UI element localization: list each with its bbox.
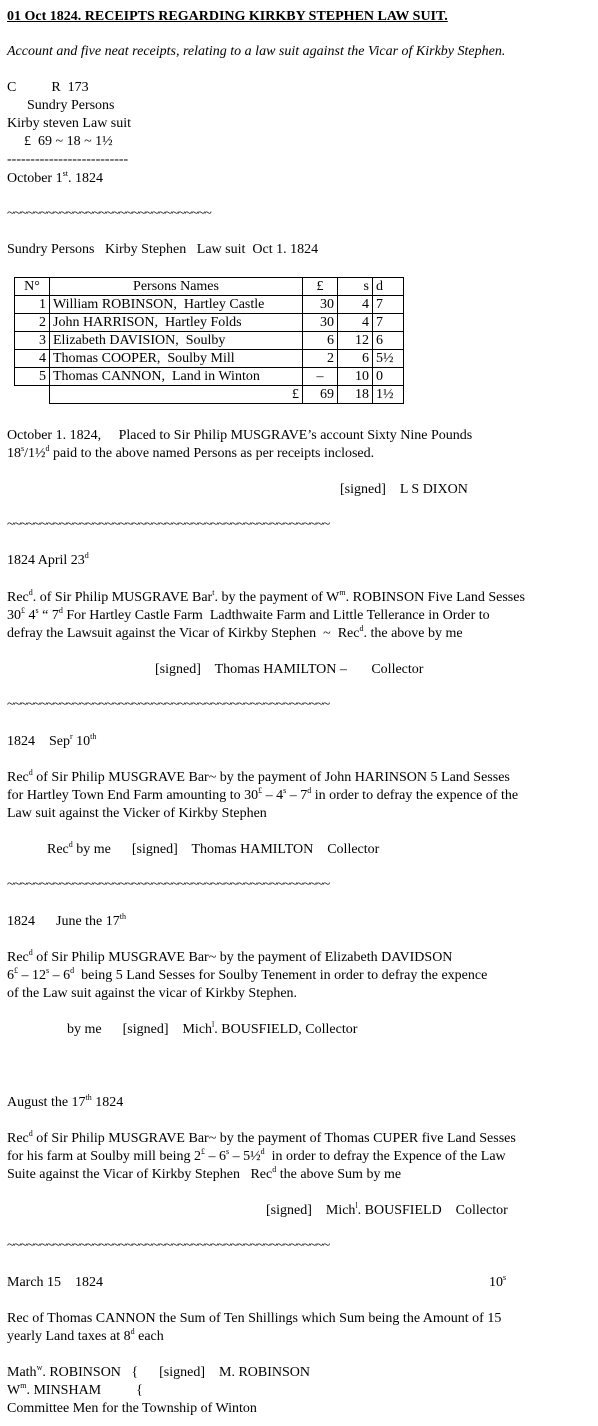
receipt2-line-1: Rec$^d$ of Sir Philip MUSGRAVE Bar~ by the payment of John HARINSON 5 Land Sesses bbox=[7, 768, 510, 785]
row-person: Thomas CANNON, Land in Winton bbox=[50, 368, 303, 386]
row-pence: 5½ bbox=[373, 350, 404, 368]
row-pounds: 30 bbox=[303, 314, 338, 332]
total-currency: £ bbox=[50, 386, 303, 404]
docket-rule: -------------------------- bbox=[7, 152, 129, 167]
row-number: 5 bbox=[15, 368, 50, 386]
receipt5-date: March 15 1824 bbox=[7, 1275, 104, 1290]
header-pounds: £ bbox=[303, 278, 338, 296]
account-heading: Sundry Persons Kirby Stephen Law suit Oct 1. 1824 bbox=[7, 242, 319, 257]
receipt2-signature: Rec$^d$ by me [signed] Thomas HAMILTON Collector bbox=[47, 840, 380, 857]
row-shillings: 12 bbox=[338, 332, 373, 350]
dixon-signature: [signed] L S DIXON bbox=[340, 482, 468, 497]
docket-line-3: Kirby steven Law suit bbox=[7, 116, 132, 131]
receipt4-line-3: Suite against the Vicar of Kirkby Stephen Rec$^d$ the above Sum by me bbox=[7, 1165, 402, 1182]
receipt3-line-2: 6£ – 12$^s$ – 6$^d$ being 5 Land Sesses for Soulby Tenement in order to defray the expence bbox=[7, 966, 488, 983]
table-row bbox=[15, 332, 404, 350]
document-title: 01 Oct 1824. RECEIPTS REGARDING KIRKBY STEPHEN LAW SUIT. bbox=[7, 9, 448, 24]
account-note-line-1: October 1. 1824, Placed to Sir Philip MUSGRAVE’s account Sixty Nine Pounds bbox=[7, 428, 473, 443]
receipt2-line-2: for Hartley Town End Farm amounting to 30£ – 4$^s$ – 7$^d$ in order to defray the expence of the bbox=[7, 786, 519, 803]
row-pence: 7 bbox=[373, 296, 404, 314]
receipt5-committee: Committee Men for the Township of Winton bbox=[7, 1401, 257, 1416]
receipt3-line-3: of the Law suit against the vicar of Kirkby Stephen. bbox=[7, 986, 298, 1001]
divider-3: ~~~~~~~~~~~~~~~~~~~~~~~~~~~~~~~~~~~~~~~~~~~~~~~~~ bbox=[7, 877, 330, 892]
row-number: 3 bbox=[15, 332, 50, 350]
receipt1-line-2: 30£ 4$^s$ “ 7$^d$ For Hartley Castle Farm Ladthwaite Farm and Little Tellerance in Order to bbox=[7, 606, 490, 623]
receipt5-line-2: yearly Land taxes at 8$^d$ each bbox=[7, 1327, 164, 1344]
receipt1-line-3: defray the Lawsuit against the Vicar of Kirkby Stephen ~ Rec$^d$. the above by me bbox=[7, 624, 463, 641]
total-pence: 1½ bbox=[373, 386, 404, 404]
row-shillings: 10 bbox=[338, 368, 373, 386]
row-person: William ROBINSON, Hartley Castle bbox=[50, 296, 303, 314]
row-number: 4 bbox=[15, 350, 50, 368]
row-pounds: 6 bbox=[303, 332, 338, 350]
receipt4-line-2: for his farm at Soulby mill being 2£ – 6$^s$ – 5½$^d$ in order to defray the Expence of the Law bbox=[7, 1147, 506, 1164]
table-row bbox=[15, 350, 404, 368]
table-total-row bbox=[15, 386, 404, 404]
divider-1: ~~~~~~~~~~~~~~~~~~~~~~~~~~~~~~~~~~~~~~~~~~~~~~~~~ bbox=[7, 517, 330, 532]
receipt3-signature: by me [signed] Mich$^l$. BOUSFIELD, Collector bbox=[67, 1020, 358, 1037]
divider-4: ~~~~~~~~~~~~~~~~~~~~~~~~~~~~~~~~~~~~~~~~~~~~~~~~~ bbox=[7, 1238, 330, 1253]
receipt1-line-1: Rec$^d$. of Sir Philip MUSGRAVE Bar$^t$. by the payment of $W^m$. ROBINSON Five Land Sesses bbox=[7, 588, 525, 605]
header-pence: d bbox=[373, 278, 404, 296]
account-note-line-2: 18$^s$/1½$^d$ paid to the above named Persons as per receipts inclosed. bbox=[7, 444, 375, 461]
docket-amount: £ 69 ~ 18 ~ 1½ bbox=[24, 134, 113, 149]
row-pounds: – bbox=[303, 368, 338, 386]
docket-date: October 1st. 1824 bbox=[7, 169, 103, 186]
receipt3-date: 1824 June the 17th bbox=[7, 912, 126, 929]
row-pounds: 2 bbox=[303, 350, 338, 368]
row-person: John HARRISON, Hartley Folds bbox=[50, 314, 303, 332]
receipt4-line-1: Rec$^d$ of Sir Philip MUSGRAVE Bar~ by the payment of Thomas CUPER five Land Sesses bbox=[7, 1129, 516, 1146]
header-number: N° bbox=[15, 278, 50, 296]
row-pounds: 30 bbox=[303, 296, 338, 314]
row-pence: 7 bbox=[373, 314, 404, 332]
receipt5-amount: 10$^s$ bbox=[489, 1273, 507, 1290]
table-row bbox=[15, 314, 404, 332]
receipt1-date: 1824 April 23$^d$ bbox=[7, 551, 89, 568]
receipt2-date: 1824 Sep$^r$ 10th bbox=[7, 732, 97, 749]
row-number: 1 bbox=[15, 296, 50, 314]
row-pence: 0 bbox=[373, 368, 404, 386]
row-shillings: 4 bbox=[338, 296, 373, 314]
receipt5-line-1: Rec of Thomas CANNON the Sum of Ten Shillings which Sum being the Amount of 15 bbox=[7, 1311, 502, 1326]
row-shillings: 6 bbox=[338, 350, 373, 368]
divider-short: ~~~~~~~~~~~~~~~~~~~~~~~~~~~~~~~ bbox=[7, 206, 211, 221]
table-header-row bbox=[15, 278, 404, 296]
table-row bbox=[15, 296, 404, 314]
docket-line-2: Sundry Persons bbox=[27, 98, 115, 113]
receipt1-signature: [signed] Thomas HAMILTON – Collector bbox=[155, 662, 424, 677]
receipt5-signature-2: $W^m$. MINSHAM { bbox=[7, 1381, 143, 1398]
header-persons: Persons Names bbox=[50, 278, 303, 296]
receipt4-signature: [signed] Mich$^l$. BOUSFIELD Collector bbox=[266, 1201, 508, 1218]
docket-line-1: C R 173 bbox=[7, 80, 89, 95]
divider-2: ~~~~~~~~~~~~~~~~~~~~~~~~~~~~~~~~~~~~~~~~~~~~~~~~~ bbox=[7, 697, 330, 712]
receipt3-line-1: Rec$^d$ of Sir Philip MUSGRAVE Bar~ by the payment of Elizabeth DAVIDSON bbox=[7, 948, 453, 965]
row-shillings: 4 bbox=[338, 314, 373, 332]
receipt2-line-3: Law suit against the Vicker of Kirkby Stephen bbox=[7, 806, 267, 821]
total-pounds: 69 bbox=[303, 386, 338, 404]
table-row bbox=[15, 368, 404, 386]
receipt5-signature-1: Math$^w$. ROBINSON { [signed] M. ROBINSON bbox=[7, 1363, 311, 1380]
row-pence: 6 bbox=[373, 332, 404, 350]
account-table bbox=[14, 277, 404, 404]
row-person: Elizabeth DAVISION, Soulby bbox=[50, 332, 303, 350]
document-subtitle: Account and five neat receipts, relating to a law suit against the Vicar of Kirkby Stephen. bbox=[7, 44, 506, 59]
header-shillings: s bbox=[338, 278, 373, 296]
row-number: 2 bbox=[15, 314, 50, 332]
row-person: Thomas COOPER, Soulby Mill bbox=[50, 350, 303, 368]
total-shillings: 18 bbox=[338, 386, 373, 404]
receipt4-date: August the 17th 1824 bbox=[7, 1093, 124, 1110]
